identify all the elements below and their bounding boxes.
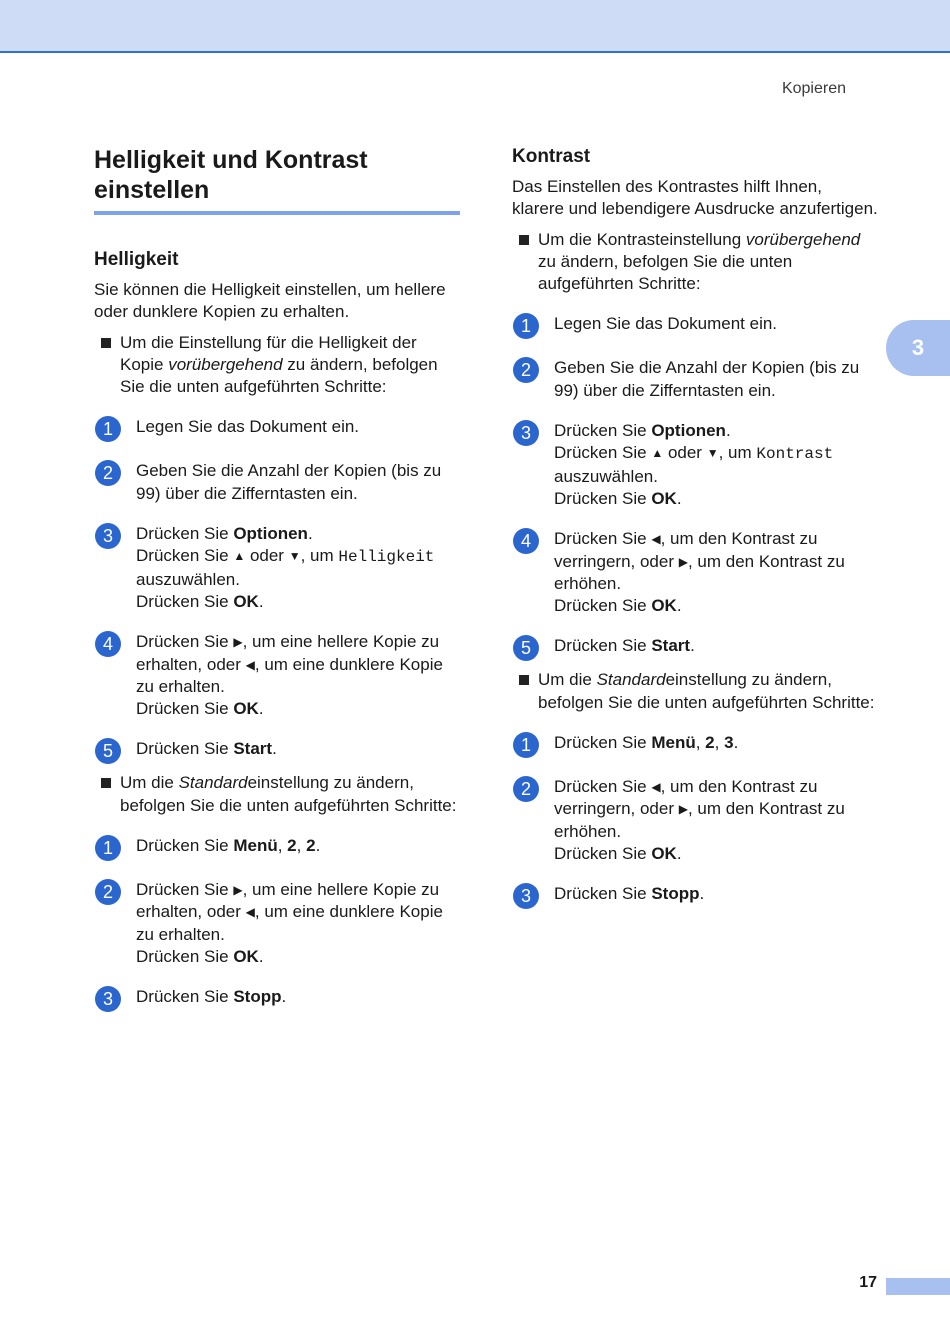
up-arrow-icon: ▲ (651, 446, 664, 461)
step-1 (512, 732, 878, 758)
step-number-icon: 4 (513, 528, 539, 554)
left-arrow-icon: ◀ (245, 657, 255, 672)
right-column (512, 145, 878, 927)
step-2 (94, 879, 460, 968)
step-4 (512, 528, 878, 617)
step-number-icon: 3 (513, 883, 539, 909)
left-column (94, 145, 460, 1030)
bullet-temporary (101, 332, 460, 399)
step-text: Drücken Sie ▶, um eine hellere Kopie zu erhalten, oder ◀, um eine dunklere Kopie zu erhalten. Drücken Sie OK. (136, 880, 443, 966)
step-number-icon: 2 (95, 460, 121, 486)
page-title (94, 145, 460, 215)
bullet-temporary (519, 229, 878, 296)
left-arrow-icon: ◀ (245, 905, 255, 920)
header-band (0, 0, 950, 53)
step-3 (512, 883, 878, 909)
lcd-text: Helligkeit (338, 548, 435, 567)
right-arrow-icon: ▶ (678, 802, 688, 817)
bullet-standard (519, 669, 878, 714)
step-text: Drücken Sie Start. (554, 636, 695, 656)
step-text: Drücken Sie Stopp. (136, 987, 287, 1007)
step-5 (512, 635, 878, 661)
step-number-icon: 3 (95, 523, 121, 549)
step-1 (512, 313, 878, 339)
step-text: Drücken Sie Menü, 2, 2. (136, 836, 321, 856)
intro-paragraph: Sie können die Helligkeit einstellen, um hellere oder dunklere Kopien zu erhalten. (94, 280, 446, 322)
left-arrow-icon: ◀ (651, 780, 661, 795)
step-number-icon: 5 (95, 738, 121, 764)
lcd-text: Kontrast (756, 445, 834, 464)
section-heading-kontrast: Kontrast (512, 146, 591, 167)
bullet-text: Um die Einstellung für die Helligkeit der Kopie vorübergehend zu ändern, befolgen Sie die unten aufgeführten Schritte: (120, 332, 438, 397)
step-text: Drücken Sie ◀, um den Kontrast zu verringern, oder ▶, um den Kontrast zu erhöhen. Drücken Sie OK. (554, 777, 845, 863)
step-2 (512, 357, 878, 402)
step-1 (94, 416, 460, 442)
step-text: Legen Sie das Dokument ein. (136, 417, 360, 437)
page-title-line2: einstellen (94, 176, 210, 204)
step-text: Drücken Sie Start. (136, 739, 277, 759)
step-2 (512, 776, 878, 865)
bullet-square-icon (101, 778, 111, 788)
running-header: Kopieren (781, 80, 846, 97)
footer-bar (886, 1278, 950, 1295)
section-heading-helligkeit: Helligkeit (94, 249, 179, 270)
bullet-text: Um die Standardeinstellung zu ändern, befolgen Sie die unten aufgeführten Schritte: (120, 773, 457, 815)
step-number-icon: 3 (513, 420, 539, 446)
right-arrow-icon: ▶ (233, 883, 243, 898)
page-number: 17 (859, 1274, 877, 1291)
step-number-icon: 4 (95, 631, 121, 657)
step-number-icon: 1 (513, 313, 539, 339)
up-arrow-icon: ▲ (233, 549, 246, 564)
bullet-square-icon (519, 675, 529, 685)
step-number-icon: 2 (513, 776, 539, 802)
step-number-icon: 5 (513, 635, 539, 661)
left-arrow-icon: ◀ (651, 532, 661, 547)
step-number-icon: 2 (95, 879, 121, 905)
step-text: Drücken Sie Optionen. Drücken Sie ▲ oder ▼, um Kontrast auszuwählen. Drücken Sie OK. (554, 421, 834, 508)
step-3 (94, 523, 460, 613)
intro-paragraph: Das Einstellen des Kontrastes hilft Ihnen, klarere und lebendigere Ausdrucke anzufertigen. (512, 177, 878, 219)
step-3 (94, 986, 460, 1012)
bullet-square-icon (519, 235, 529, 245)
step-text: Drücken Sie Stopp. (554, 884, 705, 904)
step-text: Drücken Sie Optionen. Drücken Sie ▲ oder ▼, um Helligkeit auszuwählen. Drücken Sie OK. (136, 524, 435, 611)
step-number-icon: 1 (95, 835, 121, 861)
step-text: Drücken Sie ◀, um den Kontrast zu verringern, oder ▶, um den Kontrast zu erhöhen. Drücken Sie OK. (554, 529, 845, 616)
right-arrow-icon: ▶ (678, 554, 688, 569)
chapter-tab: 3 (886, 320, 950, 376)
step-text: Geben Sie die Anzahl der Kopien (bis zu 99) über die Zifferntasten ein. (136, 461, 442, 503)
down-arrow-icon: ▼ (288, 549, 301, 564)
down-arrow-icon: ▼ (706, 446, 719, 461)
step-3 (512, 420, 878, 510)
page-title-line1: Helligkeit und Kontrast (94, 146, 368, 174)
bullet-square-icon (101, 338, 111, 348)
step-5 (94, 738, 460, 764)
step-number-icon: 1 (95, 416, 121, 442)
step-number-icon: 3 (95, 986, 121, 1012)
step-number-icon: 2 (513, 357, 539, 383)
step-1 (94, 835, 460, 861)
step-text: Drücken Sie Menü, 2, 3. (554, 733, 739, 753)
step-text: Geben Sie die Anzahl der Kopien (bis zu 99) über die Zifferntasten ein. (554, 358, 860, 400)
step-text: Legen Sie das Dokument ein. (554, 314, 778, 334)
bullet-text: Um die Standardeinstellung zu ändern, befolgen Sie die unten aufgeführten Schritte: (538, 670, 875, 712)
step-2 (94, 460, 460, 505)
bullet-text: Um die Kontrasteinstellung vorübergehend zu ändern, befolgen Sie die unten aufgeführten Schritte: (538, 229, 861, 294)
step-number-icon: 1 (513, 732, 539, 758)
step-text: Drücken Sie ▶, um eine hellere Kopie zu erhalten, oder ◀, um eine dunklere Kopie zu erhalten. Drücken Sie OK. (136, 632, 443, 719)
right-arrow-icon: ▶ (233, 635, 243, 650)
bullet-standard (101, 772, 460, 817)
step-4 (94, 631, 460, 720)
